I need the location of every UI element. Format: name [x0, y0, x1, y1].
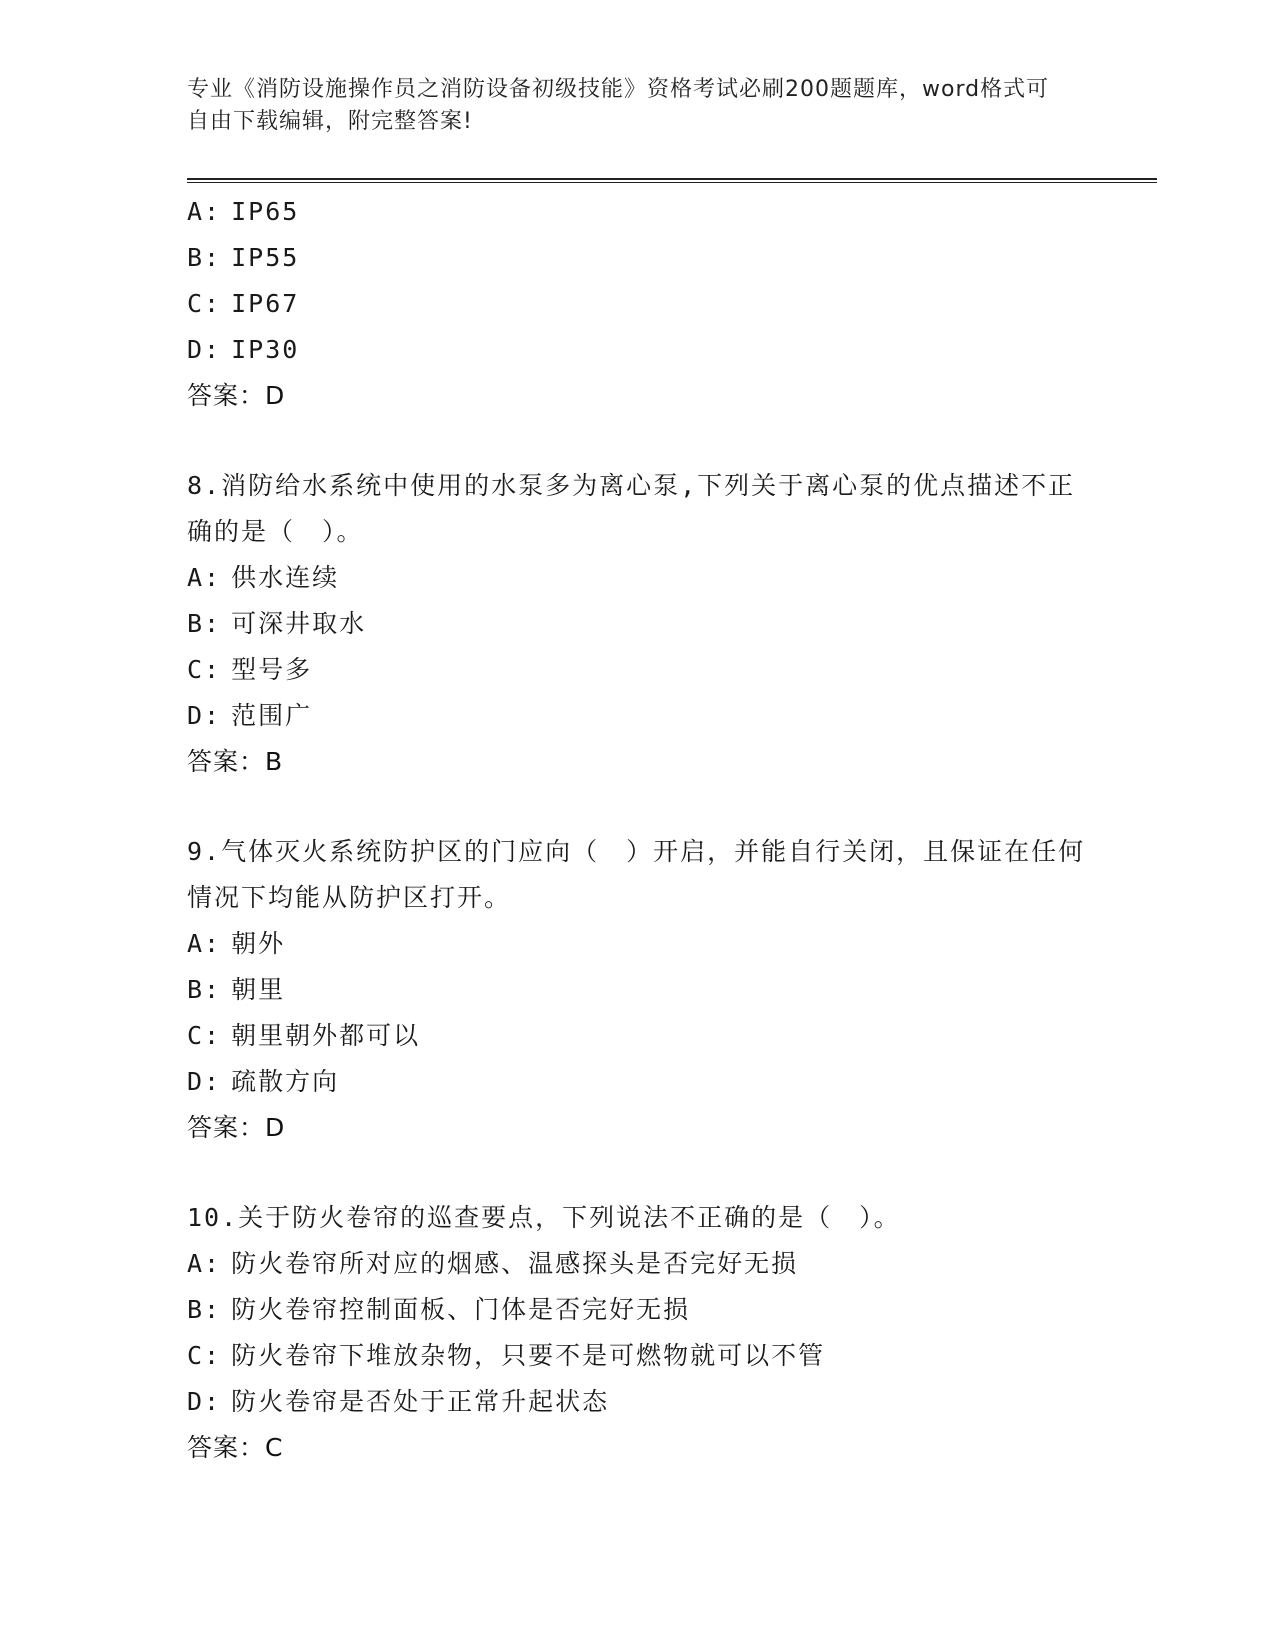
option-b — [187, 601, 1087, 647]
answer-label: 答案： — [187, 1113, 266, 1142]
option-text: IP67 — [231, 289, 300, 318]
option-a — [187, 1241, 1087, 1287]
option-text: 可深井取水 — [231, 609, 367, 638]
answer-line — [187, 1105, 1087, 1151]
option-label: C: — [187, 1341, 222, 1370]
answer-label: 答案： — [187, 1433, 266, 1462]
option-d — [187, 693, 1087, 739]
option-label: C: — [187, 289, 222, 318]
option-text: 疏散方向 — [231, 1067, 340, 1096]
option-text: 防火卷帘是否处于正常升起状态 — [231, 1387, 610, 1416]
document-header: 专业《消防设施操作员之消防设备初级技能》资格考试必刷200题题库，word格式可自由下载编辑，附完整答案! — [187, 77, 1050, 134]
option-label: A: — [187, 197, 222, 226]
document-body — [187, 189, 1087, 1471]
option-a — [187, 921, 1087, 967]
option-text: 朝外 — [231, 929, 286, 958]
option-text: 朝里 — [231, 975, 286, 1004]
option-label: D: — [187, 701, 222, 730]
option-text: 防火卷帘控制面板、门体是否完好无损 — [231, 1295, 691, 1324]
option-text: 供水连续 — [231, 563, 340, 592]
answer-label: 答案： — [187, 747, 266, 776]
question-block-10 — [187, 1195, 1087, 1471]
option-text: IP55 — [231, 243, 300, 272]
option-text: 朝里朝外都可以 — [231, 1021, 421, 1050]
option-label: C: — [187, 655, 222, 684]
option-label: B: — [187, 243, 222, 272]
option-label: B: — [187, 609, 222, 638]
option-label: D: — [187, 1387, 222, 1416]
question-block-9 — [187, 829, 1087, 1151]
answer-line — [187, 739, 1087, 785]
option-label: C: — [187, 1021, 222, 1050]
option-text: IP30 — [231, 335, 300, 364]
option-text: 防火卷帘所对应的烟感、温感探头是否完好无损 — [231, 1249, 799, 1278]
option-d — [187, 327, 1087, 373]
answer-value: C — [265, 1433, 284, 1462]
option-c — [187, 647, 1087, 693]
answer-line — [187, 373, 1087, 419]
question-block-continued — [187, 189, 1087, 419]
option-label: D: — [187, 335, 222, 364]
option-text: 型号多 — [231, 655, 313, 684]
answer-label: 答案： — [187, 381, 266, 410]
option-label: D: — [187, 1067, 222, 1096]
option-label: A: — [187, 1249, 222, 1278]
header-divider — [187, 178, 1157, 183]
option-text: 防火卷帘下堆放杂物，只要不是可燃物就可以不管 — [231, 1341, 826, 1370]
answer-line — [187, 1425, 1087, 1471]
option-d — [187, 1059, 1087, 1105]
option-c — [187, 1333, 1087, 1379]
option-a — [187, 189, 1087, 235]
option-text: IP65 — [231, 197, 300, 226]
option-b — [187, 967, 1087, 1013]
answer-value: D — [265, 381, 286, 410]
answer-value: D — [265, 1113, 286, 1142]
option-c — [187, 1013, 1087, 1059]
question-text: 9.气体灭火系统防护区的门应向（ ）开启，并能自行关闭，且保证在任何情况下均能从防护区打开。 — [187, 837, 1086, 912]
option-b — [187, 1287, 1087, 1333]
option-d — [187, 1379, 1087, 1425]
option-c — [187, 281, 1087, 327]
question-text: 8.消防给水系统中使用的水泵多为离心泵,下列关于离心泵的优点描述不正确的是（ ）。 — [187, 471, 1076, 546]
option-a — [187, 555, 1087, 601]
option-label: B: — [187, 1295, 222, 1324]
option-text: 范围广 — [231, 701, 313, 730]
option-label: A: — [187, 563, 222, 592]
option-label: A: — [187, 929, 222, 958]
question-text: 10.关于防火卷帘的巡查要点，下列说法不正确的是（ ）。 — [187, 1203, 901, 1232]
answer-value: B — [265, 747, 284, 776]
question-block-8 — [187, 463, 1087, 785]
option-b — [187, 235, 1087, 281]
option-label: B: — [187, 975, 222, 1004]
